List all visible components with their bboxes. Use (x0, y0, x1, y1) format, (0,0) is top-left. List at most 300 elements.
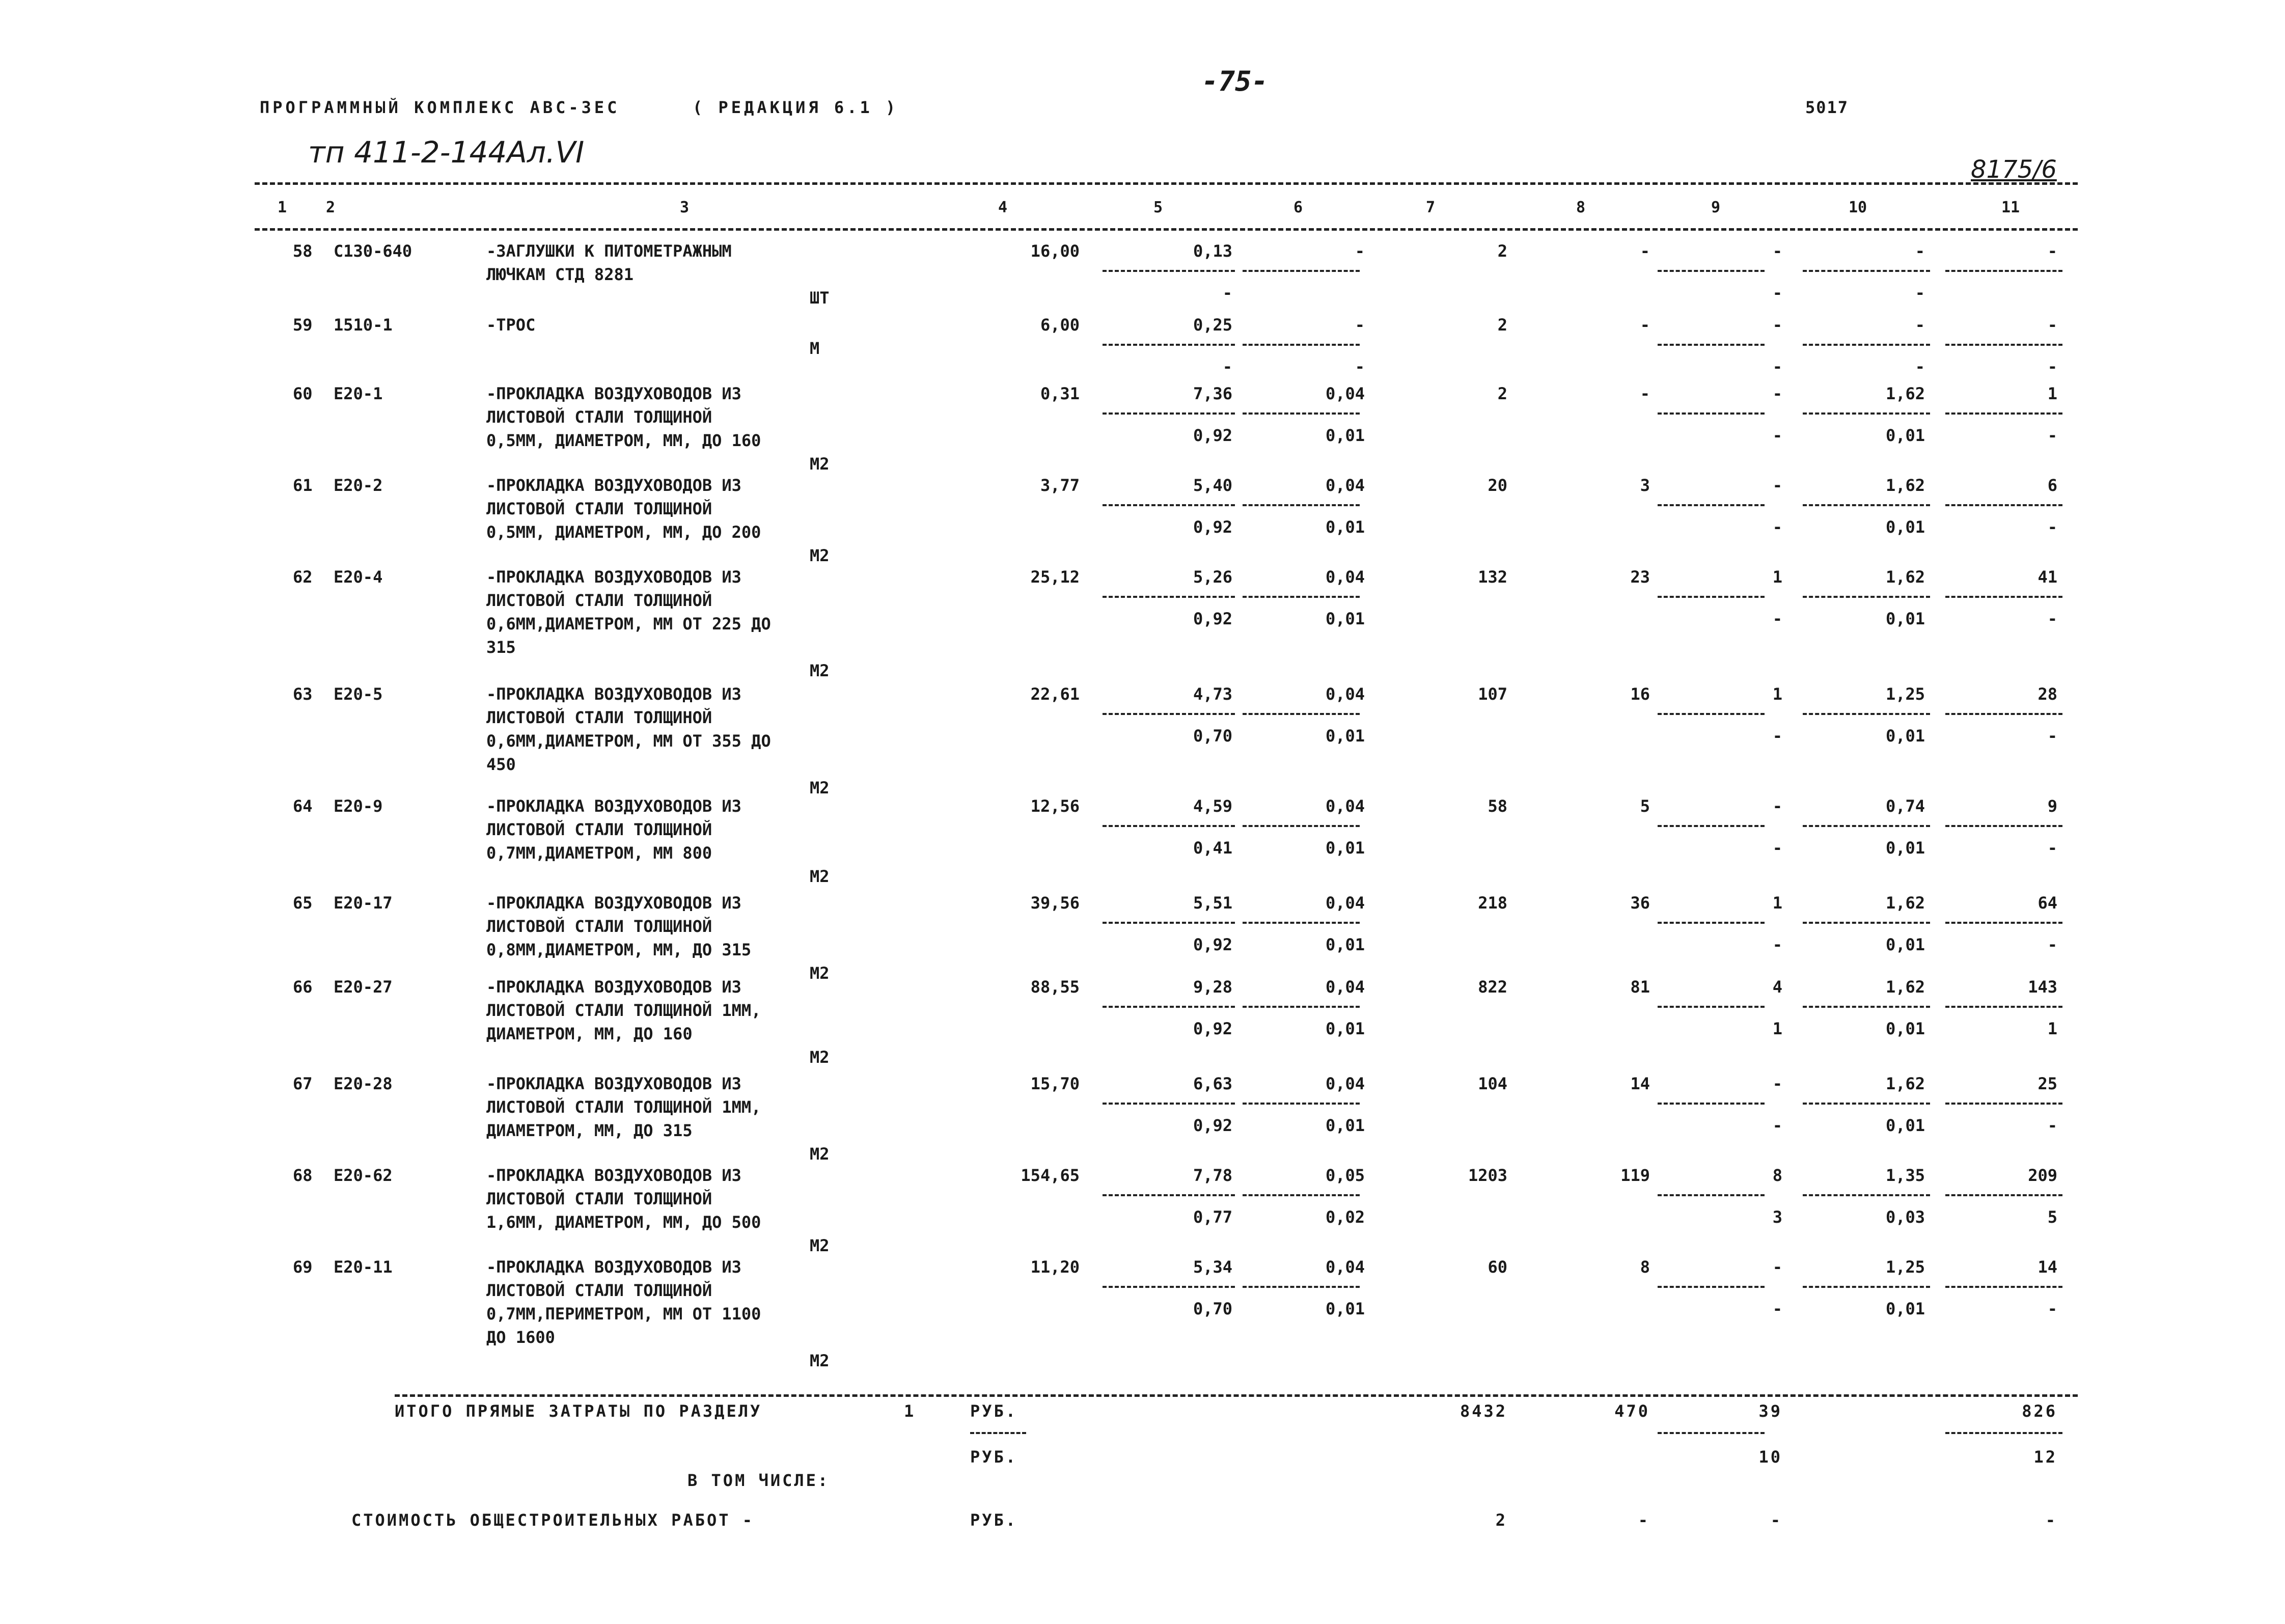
row-col11: - (2047, 241, 2057, 261)
row-col6: 0,04 (1325, 384, 1365, 403)
row-description-line: ДО 1600 (486, 1328, 555, 1347)
row-col7: 1203 (1468, 1166, 1507, 1185)
row-description-line: ЛИСТОВОЙ СТАЛИ ТОЛЩИНОЙ 1ММ, (486, 1097, 761, 1117)
row-unit: М2 (810, 867, 830, 886)
row-col11-second: 5 (2047, 1207, 2057, 1227)
row-divider (1945, 1006, 2062, 1008)
row-divider (1243, 344, 1360, 346)
row-divider (1945, 270, 2062, 272)
row-divider (1243, 825, 1360, 827)
row-description-line: 1,6ММ, ДИАМЕТРОМ, ММ, ДО 500 (486, 1213, 761, 1232)
row-description-line: -ПРОКЛАДКА ВОЗДУХОВОДОВ ИЗ (486, 977, 741, 997)
row-col5-second: 0,92 (1193, 426, 1232, 445)
row-col6-second: 0,01 (1325, 1116, 1365, 1135)
row-description-line: 0,6ММ,ДИАМЕТРОМ, ММ ОТ 225 ДО (486, 614, 771, 634)
row-divider (1243, 922, 1360, 924)
row-col6-second: 0,01 (1325, 517, 1365, 537)
row-code: 1510-1 (334, 315, 393, 335)
row-col11: 209 (2028, 1166, 2057, 1185)
row-col11-second: 1 (2047, 1019, 2057, 1038)
row-divider (1945, 504, 2062, 506)
row-col5-second: 0,92 (1193, 1019, 1232, 1038)
row-divider (1103, 1286, 1235, 1288)
general-works-col7: 2 (1495, 1510, 1507, 1530)
totals-col9: 39 (1758, 1401, 1782, 1421)
row-unit: М2 (810, 454, 830, 474)
row-col8: 8 (1640, 1257, 1650, 1277)
row-unit: М2 (810, 964, 830, 983)
row-col5: 5,34 (1193, 1257, 1232, 1277)
row-col7: 58 (1488, 796, 1507, 816)
row-col8: 14 (1630, 1074, 1650, 1093)
row-col9: 8 (1772, 1166, 1782, 1185)
row-col5: 5,26 (1193, 567, 1232, 587)
row-number: 61 (293, 476, 313, 495)
row-col11-second: - (2047, 426, 2057, 445)
row-col8: - (1640, 315, 1650, 335)
row-col9: - (1772, 796, 1782, 816)
row-description-line: ЛИСТОВОЙ СТАЛИ ТОЛЩИНОЙ 1ММ, (486, 1001, 761, 1020)
row-description-line: ЛЮЧКАМ СТД 8281 (486, 265, 634, 284)
row-divider (1103, 1194, 1235, 1196)
row-col11-second: - (2047, 1116, 2057, 1135)
row-col10: 1,62 (1885, 476, 1925, 495)
header-rule-top (255, 182, 2078, 185)
row-code: Е20-4 (334, 567, 383, 587)
row-col9-second: - (1772, 1116, 1782, 1135)
column-header-7: 7 (1426, 199, 1436, 216)
row-description-line: ДИАМЕТРОМ, ММ, ДО 160 (486, 1024, 693, 1043)
row-description-line: 0,7ММ,ПЕРИМЕТРОМ, ММ ОТ 1100 (486, 1304, 761, 1324)
row-description-line: -ПРОКЛАДКА ВОЗДУХОВОДОВ ИЗ (486, 796, 741, 816)
row-divider (1658, 1286, 1765, 1288)
row-number: 66 (293, 977, 313, 997)
row-divider (1243, 504, 1360, 506)
row-description-line: ЛИСТОВОЙ СТАЛИ ТОЛЩИНОЙ (486, 1281, 712, 1300)
row-divider (1243, 1103, 1360, 1105)
row-number: 62 (293, 567, 313, 587)
row-divider (1803, 504, 1930, 506)
row-col5-second: - (1222, 357, 1232, 376)
row-col6-second: 0,01 (1325, 426, 1365, 445)
row-col9: 1 (1772, 684, 1782, 704)
row-col10: 1,62 (1885, 567, 1925, 587)
row-col6: - (1355, 315, 1365, 335)
row-divider (1945, 922, 2062, 924)
row-divider (1658, 825, 1765, 827)
row-col9-second: - (1772, 283, 1782, 302)
row-col8: 23 (1630, 567, 1650, 587)
row-col5: 7,36 (1193, 384, 1232, 403)
row-divider (1945, 713, 2062, 715)
row-description-line: -ТРОС (486, 315, 536, 335)
row-col9: - (1772, 1074, 1782, 1093)
row-col9-second: - (1772, 517, 1782, 537)
row-col8: 5 (1640, 796, 1650, 816)
row-divider (1803, 1194, 1930, 1196)
row-col5: 0,25 (1193, 315, 1232, 335)
row-code: Е20-27 (334, 977, 393, 997)
row-number: 69 (293, 1257, 313, 1277)
row-col9-second: - (1772, 726, 1782, 746)
row-divider (1658, 344, 1765, 346)
handwritten-reference: 8175/6 (1971, 155, 2057, 184)
row-description-line: ДИАМЕТРОМ, ММ, ДО 315 (486, 1121, 693, 1140)
row-col9: - (1772, 241, 1782, 261)
row-col10-second: 0,01 (1885, 838, 1925, 858)
doc-code: 5017 (1805, 98, 1849, 117)
row-unit: М2 (810, 778, 830, 797)
row-col9-second: - (1772, 838, 1782, 858)
row-divider (1103, 344, 1235, 346)
row-col10-second: 0,01 (1885, 426, 1925, 445)
row-col9: - (1772, 476, 1782, 495)
row-col7: 2 (1497, 315, 1507, 335)
row-code: Е20-62 (334, 1166, 393, 1185)
row-description-line: ЛИСТОВОЙ СТАЛИ ТОЛЩИНОЙ (486, 1189, 712, 1208)
row-col9-second: - (1772, 357, 1782, 376)
row-col6-second: 0,01 (1325, 726, 1365, 746)
row-col5: 0,13 (1193, 241, 1232, 261)
row-col5-second: 0,92 (1193, 935, 1232, 954)
row-code: Е20-28 (334, 1074, 393, 1093)
row-divider (1803, 412, 1930, 415)
totals-col11-second: 12 (2033, 1447, 2057, 1467)
row-col8: 16 (1630, 684, 1650, 704)
row-col10: 0,74 (1885, 796, 1925, 816)
row-number: 60 (293, 384, 313, 403)
row-divider (1243, 1286, 1360, 1288)
row-description-line: 315 (486, 638, 516, 657)
row-quantity: 11,20 (1030, 1257, 1080, 1277)
program-edition: ( РЕДАКЦИЯ 6.1 ) (693, 98, 899, 117)
row-unit: ШТ (810, 288, 830, 308)
row-col10-second: 0,01 (1885, 935, 1925, 954)
row-col9: - (1772, 1257, 1782, 1277)
row-col5: 7,78 (1193, 1166, 1232, 1185)
row-col5: 5,40 (1193, 476, 1232, 495)
row-col7: 2 (1497, 241, 1507, 261)
row-description-line: -ПРОКЛАДКА ВОЗДУХОВОДОВ ИЗ (486, 1074, 741, 1093)
row-col10-second: - (1915, 283, 1925, 302)
row-code: С130-640 (334, 241, 412, 261)
totals-col8: 470 (1614, 1401, 1650, 1421)
row-description-line: 0,7ММ,ДИАМЕТРОМ, ММ 800 (486, 843, 712, 863)
row-unit: М2 (810, 1048, 830, 1067)
row-col7: 2 (1497, 384, 1507, 403)
row-code: Е20-11 (334, 1257, 393, 1277)
totals-col7: 8432 (1460, 1401, 1507, 1421)
row-col6: 0,04 (1325, 796, 1365, 816)
row-divider (1243, 412, 1360, 415)
program-title: ПРОГРАММНЫЙ КОМПЛЕКС АВС-ЗЕС (260, 98, 620, 117)
row-quantity: 0,31 (1040, 384, 1080, 403)
row-unit: М (810, 339, 820, 358)
column-header-9: 9 (1711, 199, 1721, 216)
row-unit: М2 (810, 546, 830, 565)
row-col6: 0,04 (1325, 1257, 1365, 1277)
row-quantity: 22,61 (1030, 684, 1080, 704)
row-col11: 64 (2038, 893, 2057, 913)
row-col11-second: - (2047, 609, 2057, 628)
row-divider (1945, 412, 2062, 415)
row-col9: 1 (1772, 893, 1782, 913)
row-divider (1945, 344, 2062, 346)
row-description-line: ЛИСТОВОЙ СТАЛИ ТОЛЩИНОЙ (486, 708, 712, 727)
row-col11-second: - (2047, 838, 2057, 858)
row-col10: 1,62 (1885, 893, 1925, 913)
row-description-line: ЛИСТОВОЙ СТАЛИ ТОЛЩИНОЙ (486, 499, 712, 518)
totals-unit-rule (970, 1432, 1026, 1434)
totals-label: ИТОГО ПРЯМЫЕ ЗАТРАТЫ ПО РАЗДЕЛУ (395, 1401, 762, 1421)
row-col10-second: 0,01 (1885, 726, 1925, 746)
row-col6-second: 0,01 (1325, 1299, 1365, 1318)
row-col10: 1,62 (1885, 384, 1925, 403)
row-divider (1243, 1194, 1360, 1196)
row-col9-second: - (1772, 935, 1782, 954)
row-quantity: 15,70 (1030, 1074, 1080, 1093)
row-quantity: 88,55 (1030, 977, 1080, 997)
row-number: 67 (293, 1074, 313, 1093)
row-col11-second: - (2047, 935, 2057, 954)
row-divider (1803, 344, 1930, 346)
row-col5-second: - (1222, 283, 1232, 302)
row-description-line: -ПРОКЛАДКА ВОЗДУХОВОДОВ ИЗ (486, 1166, 741, 1185)
handwritten-project-number: тп 411-2-144Ал.VI (308, 135, 585, 170)
column-header-2: 2 (326, 199, 336, 216)
row-divider (1103, 1006, 1235, 1008)
row-description-line: 0,5ММ, ДИАМЕТРОМ, ММ, ДО 200 (486, 522, 761, 542)
row-description-line: -ПРОКЛАДКА ВОЗДУХОВОДОВ ИЗ (486, 893, 741, 913)
column-header-5: 5 (1153, 199, 1163, 216)
row-col10-second: - (1915, 357, 1925, 376)
row-divider (1658, 270, 1765, 272)
totals-col9-rule (1658, 1432, 1765, 1434)
row-col9: 1 (1772, 567, 1782, 587)
row-description-line: ЛИСТОВОЙ СТАЛИ ТОЛЩИНОЙ (486, 591, 712, 610)
row-col10: 1,25 (1885, 684, 1925, 704)
row-col11-second: - (2047, 357, 2057, 376)
column-header-1: 1 (278, 199, 287, 216)
row-divider (1103, 825, 1235, 827)
row-description-line: ЛИСТОВОЙ СТАЛИ ТОЛЩИНОЙ (486, 820, 712, 839)
row-divider (1803, 713, 1930, 715)
row-col10: - (1915, 241, 1925, 261)
row-col6-second: 0,02 (1325, 1207, 1365, 1227)
row-col5-second: 0,70 (1193, 726, 1232, 746)
row-col6: 0,04 (1325, 567, 1365, 587)
row-description-line: 0,5ММ, ДИАМЕТРОМ, ММ, ДО 160 (486, 431, 761, 450)
row-code: Е20-2 (334, 476, 383, 495)
row-divider (1803, 596, 1930, 598)
row-divider (1658, 713, 1765, 715)
row-number: 64 (293, 796, 313, 816)
general-works-unit: РУБ. (970, 1510, 1018, 1530)
row-divider (1103, 596, 1235, 598)
row-quantity: 154,65 (1021, 1166, 1080, 1185)
row-col5: 4,59 (1193, 796, 1232, 816)
row-divider (1945, 596, 2062, 598)
column-header-4: 4 (998, 199, 1008, 216)
totals-col11: 826 (2022, 1401, 2057, 1421)
row-col5: 5,51 (1193, 893, 1232, 913)
totals-unit-2: РУБ. (970, 1447, 1018, 1467)
row-divider (1945, 1194, 2062, 1196)
row-col8: 36 (1630, 893, 1650, 913)
row-quantity: 25,12 (1030, 567, 1080, 587)
row-divider (1103, 922, 1235, 924)
row-col7: 822 (1478, 977, 1507, 997)
row-col9: - (1772, 384, 1782, 403)
totals-col11-rule (1945, 1432, 2062, 1434)
row-divider (1658, 1103, 1765, 1105)
row-description-line: -ПРОКЛАДКА ВОЗДУХОВОДОВ ИЗ (486, 567, 741, 587)
row-divider (1103, 270, 1235, 272)
row-divider (1803, 922, 1930, 924)
row-description-line: ЛИСТОВОЙ СТАЛИ ТОЛЩИНОЙ (486, 917, 712, 936)
row-col5: 9,28 (1193, 977, 1232, 997)
row-col6: 0,04 (1325, 977, 1365, 997)
row-divider (1803, 1103, 1930, 1105)
row-divider (1103, 412, 1235, 415)
row-col7: 104 (1478, 1074, 1507, 1093)
row-divider (1803, 270, 1930, 272)
row-col8: 3 (1640, 476, 1650, 495)
row-col10-second: 0,01 (1885, 1299, 1925, 1318)
row-divider (1243, 596, 1360, 598)
row-code: Е20-9 (334, 796, 383, 816)
row-col6: 0,05 (1325, 1166, 1365, 1185)
row-unit: М2 (810, 1236, 830, 1255)
row-col8: - (1640, 241, 1650, 261)
row-col8: 119 (1620, 1166, 1650, 1185)
row-col8: - (1640, 384, 1650, 403)
row-col5-second: 0,41 (1193, 838, 1232, 858)
row-col11-second: - (2047, 517, 2057, 537)
column-header-8: 8 (1576, 199, 1586, 216)
row-col7: 218 (1478, 893, 1507, 913)
row-col10-second: 0,01 (1885, 517, 1925, 537)
row-col11: 14 (2038, 1257, 2057, 1277)
row-unit: М2 (810, 661, 830, 680)
row-col9-second: 1 (1772, 1019, 1782, 1038)
row-col11: - (2047, 315, 2057, 335)
row-divider (1243, 1006, 1360, 1008)
row-divider (1945, 825, 2062, 827)
row-col10: 1,25 (1885, 1257, 1925, 1277)
page-number: -75- (1202, 65, 1269, 97)
row-col11: 41 (2038, 567, 2057, 587)
column-header-11: 11 (2001, 199, 2020, 216)
row-col6: 0,04 (1325, 476, 1365, 495)
row-number: 58 (293, 241, 313, 261)
totals-unit: РУБ. (970, 1401, 1018, 1421)
row-description-line: 0,8ММ,ДИАМЕТРОМ, ММ, ДО 315 (486, 940, 752, 959)
row-description-line: -ПРОКЛАДКА ВОЗДУХОВОДОВ ИЗ (486, 684, 741, 704)
row-col5: 4,73 (1193, 684, 1232, 704)
row-description-line: 450 (486, 755, 516, 774)
row-col11: 9 (2047, 796, 2057, 816)
row-quantity: 3,77 (1040, 476, 1080, 495)
row-number: 59 (293, 315, 313, 335)
row-divider (1103, 1103, 1235, 1105)
row-divider (1243, 270, 1360, 272)
row-col9: 4 (1772, 977, 1782, 997)
row-code: Е20-1 (334, 384, 383, 403)
row-col5-second: 0,92 (1193, 1116, 1232, 1135)
row-col7: 60 (1488, 1257, 1507, 1277)
row-divider (1658, 504, 1765, 506)
row-col11: 1 (2047, 384, 2057, 403)
row-divider (1103, 504, 1235, 506)
row-col7: 107 (1478, 684, 1507, 704)
general-works-label: СТОИМОСТЬ ОБЩЕСТРОИТЕЛЬНЫХ РАБОТ - (351, 1510, 755, 1530)
row-col6: - (1355, 241, 1365, 261)
totals-col9-second: 10 (1758, 1447, 1782, 1467)
row-unit: М2 (810, 1144, 830, 1164)
row-col6-second: 0,01 (1325, 838, 1365, 858)
row-quantity: 16,00 (1030, 241, 1080, 261)
general-works-col9: - (1770, 1510, 1782, 1530)
row-unit: М2 (810, 1351, 830, 1370)
row-col7: 132 (1478, 567, 1507, 587)
row-col9-second: - (1772, 609, 1782, 628)
row-divider (1658, 922, 1765, 924)
row-number: 63 (293, 684, 313, 704)
row-col10: - (1915, 315, 1925, 335)
row-divider (1658, 1006, 1765, 1008)
row-col10-second: 0,01 (1885, 609, 1925, 628)
row-col7: 20 (1488, 476, 1507, 495)
row-col6: 0,04 (1325, 893, 1365, 913)
header-rule-bottom (255, 228, 2078, 231)
row-col11-second: - (2047, 726, 2057, 746)
row-col11: 25 (2038, 1074, 2057, 1093)
row-col5-second: 0,70 (1193, 1299, 1232, 1318)
row-code: Е20-17 (334, 893, 393, 913)
row-description-line: -ПРОКЛАДКА ВОЗДУХОВОДОВ ИЗ (486, 476, 741, 495)
row-code: Е20-5 (334, 684, 383, 704)
row-col6: 0,04 (1325, 1074, 1365, 1093)
row-col10: 1,62 (1885, 1074, 1925, 1093)
row-col11-second: - (2047, 1299, 2057, 1318)
row-description-line: 0,6ММ,ДИАМЕТРОМ, ММ ОТ 355 ДО (486, 731, 771, 751)
row-col5: 6,63 (1193, 1074, 1232, 1093)
row-col9-second: 3 (1772, 1207, 1782, 1227)
row-col5-second: 0,77 (1193, 1207, 1232, 1227)
row-divider (1658, 596, 1765, 598)
general-works-col11: - (2045, 1510, 2057, 1530)
row-description-line: -ПРОКЛАДКА ВОЗДУХОВОДОВ ИЗ (486, 384, 741, 403)
row-col11: 143 (2028, 977, 2057, 997)
general-works-col8: - (1638, 1510, 1650, 1530)
row-description-line: -ЗАГЛУШКИ К ПИТОМЕТРАЖНЫМ (486, 241, 732, 261)
row-number: 68 (293, 1166, 313, 1185)
column-header-6: 6 (1293, 199, 1303, 216)
row-col6-second: 0,01 (1325, 1019, 1365, 1038)
row-quantity: 6,00 (1040, 315, 1080, 335)
row-col10: 1,62 (1885, 977, 1925, 997)
row-divider (1945, 1286, 2062, 1288)
row-col10-second: 0,03 (1885, 1207, 1925, 1227)
row-col10: 1,35 (1885, 1166, 1925, 1185)
row-divider (1803, 1006, 1930, 1008)
row-quantity: 39,56 (1030, 893, 1080, 913)
row-col5-second: 0,92 (1193, 517, 1232, 537)
row-divider (1658, 1194, 1765, 1196)
column-header-10: 10 (1849, 199, 1867, 216)
row-divider (1945, 1103, 2062, 1105)
